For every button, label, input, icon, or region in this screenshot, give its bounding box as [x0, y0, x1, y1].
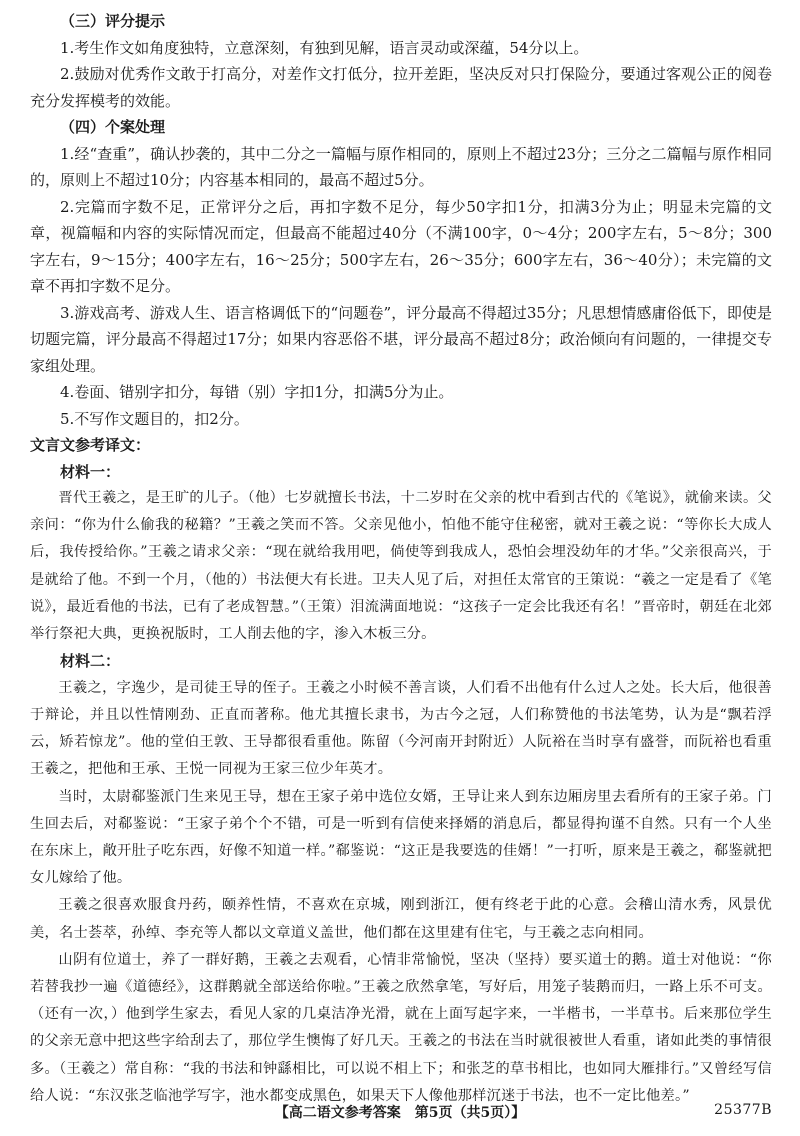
page-footer: [0, 1102, 800, 1126]
case-item-4: 4.卷面、错别字扣分，每错（别）字扣1分，扣满5分为止。: [60, 383, 454, 401]
material2-paragraph-4: 山阴有位道士，养了一群好鹅，王羲之去观看，心情非常愉悦，坚决（坚持）要买道士的鹅。道士对他说：“你若替我抄一遍《道德经》，这群鹅就全部送给你啦。”王羲之欣然拿笔，写好后，用笼子装鹅而归，一路上乐不可支。（还有一次，）他到学生家去，看见人家的几桌洁净光滑，就在上面写起字来，一半楷书，一半草书。后来那位学生的父亲无意中把这些字给刮去了，那位学生懊悔了好几天。王羲之的书法在当时就很被世人看重，诸如此类的事情很多。（王羲之）常自称：“我的书法和钟繇相比，可以说不相上下；和张芝的草书相比，也如同大雁排行。”又曾经写信给人说：“东汉张芝临池学写字，池水都变成黑色，如果天下人像他那样沉迷于书法，也不一定比他差。”: [30, 951, 772, 1104]
case-item-3: 3.游戏高考、游戏人生、语言格调低下的“问题卷”，评分最高不得超过35分；凡思想情感庸俗低下，即使是切题完篇，评分最高不得超过17分；如果内容恶俗不堪，评分最高不超过8分；政治倾向有问题的，一律提交专家组处理。: [30, 303, 772, 375]
material2-paragraph-2: 当时，太尉郗鉴派门生来见王导，想在王家子弟中选位女婿，王导让来人到东边厢房里去看所有的王家子弟。门生回去后，对郗鉴说：“王家子弟个个不错，可是一听到有信使来择婿的消息后，都显得拘谨不自然。只有一个人坐在东床上，敞开肚子吃东西，好像不知道一样。”郗鉴说：“这正是我要选的佳婿！”一打听，原来是王羲之，郗鉴就把女儿嫁给了他。: [30, 788, 772, 887]
cases-heading: （四）个案处理: [60, 118, 166, 136]
case-item-1: 1.经“查重”，确认抄袭的，其中二分之一篇幅与原作相同的，原则上不超过23分；三分之二篇幅与原作相同的，原则上不超过10分；内容基本相同的，最高不超过5分。: [30, 144, 772, 189]
case-item-5: 5.不写作文题目的，扣2分。: [60, 409, 249, 428]
material2-paragraph-3: 王羲之很喜欢服食丹药，颐养性情，不喜欢在京城，刚到浙江，便有终老于此的心意。会稽山清水秀，风景优美，名士荟萃，孙绰、李充等人都以文章道义盖世，他们都在这里建有住宅，与王羲之志向相同。: [30, 897, 772, 941]
translation-heading: 文言文参考译文：: [30, 436, 151, 454]
scoring-heading: （三）评分提示: [60, 12, 166, 30]
material2-paragraph-1: 王羲之，字逸少，是司徒王导的侄子。王羲之小时候不善言谈，人们看不出他有什么过人之处。长大后，他很善于辩论，并且以性情刚劲、正直而著称。他尤其擅长隶书，为古今之冠，人们称赞他的书法笔势，认为是“飘若浮云，矫若惊龙”。他的堂伯王敦、王导都很看重他。陈留（今河南开封附近）人阮裕在当时享有盛誉，而阮裕也看重王羲之，把他和王承、王悦一同视为王家三位少年英才。: [30, 679, 772, 778]
footer-page-label: 【高二语文参考答案 第5页（共5页）】: [274, 1105, 526, 1121]
footer-paper-code: 25377B: [714, 1102, 772, 1118]
material1-label: 材料一：: [60, 462, 121, 481]
material2-label: 材料二：: [60, 652, 121, 671]
material1-text: 晋代王羲之，是王旷的儿子。（他）七岁就擅长书法，十二岁时在父亲的枕中看到古代的《笔说》，就偷来读。父亲问：“你为什么偷我的秘籍？”王羲之笑而不答。父亲见他小，怕他不能守住秘密，就对王羲之说：“等你长大成人后，我传授给你。”王羲之请求父亲：“现在就给我用吧，倘使等到我成人，恐怕会埋没幼年的才华。”父亲很高兴，于是就给了他。不到一个月，（他的）书法便大有长进。卫夫人见了后，对担任太常官的王策说：“羲之一定是看了《笔说》，最近看他的书法，已有了老成智慧。”（王策）泪流满面地说：“这孩子一定会比我还有名！”晋帝时，朝廷在北郊举行祭祀大典，更换祝版时，工人削去他的字，渗入木板三分。: [30, 490, 772, 643]
scoring-item-2: 2.鼓励对优秀作文敢于打高分，对差作文打低分，拉开差距，坚决反对只打保险分，要通过客观公正的阅卷充分发挥模考的效能。: [30, 65, 772, 110]
case-item-2: 2.完篇而字数不足，正常评分之后，再扣字数不足分，每少50字扣1分，扣满3分为止；明显未完篇的文章，视篇幅和内容的实际情况而定，但最高不能超过40分（不满100字，0～4分；200字左右，5～8分；300字左右，9～15分；400字左右，16～25分；500字左右，26～35分；600字左右，36～40分）；未完篇的文章不再扣字数不足分。: [30, 197, 772, 295]
scoring-item-1: 1.考生作文如角度独特，立意深刻，有独到见解，语言灵动或深蕴，54分以上。: [60, 38, 589, 57]
